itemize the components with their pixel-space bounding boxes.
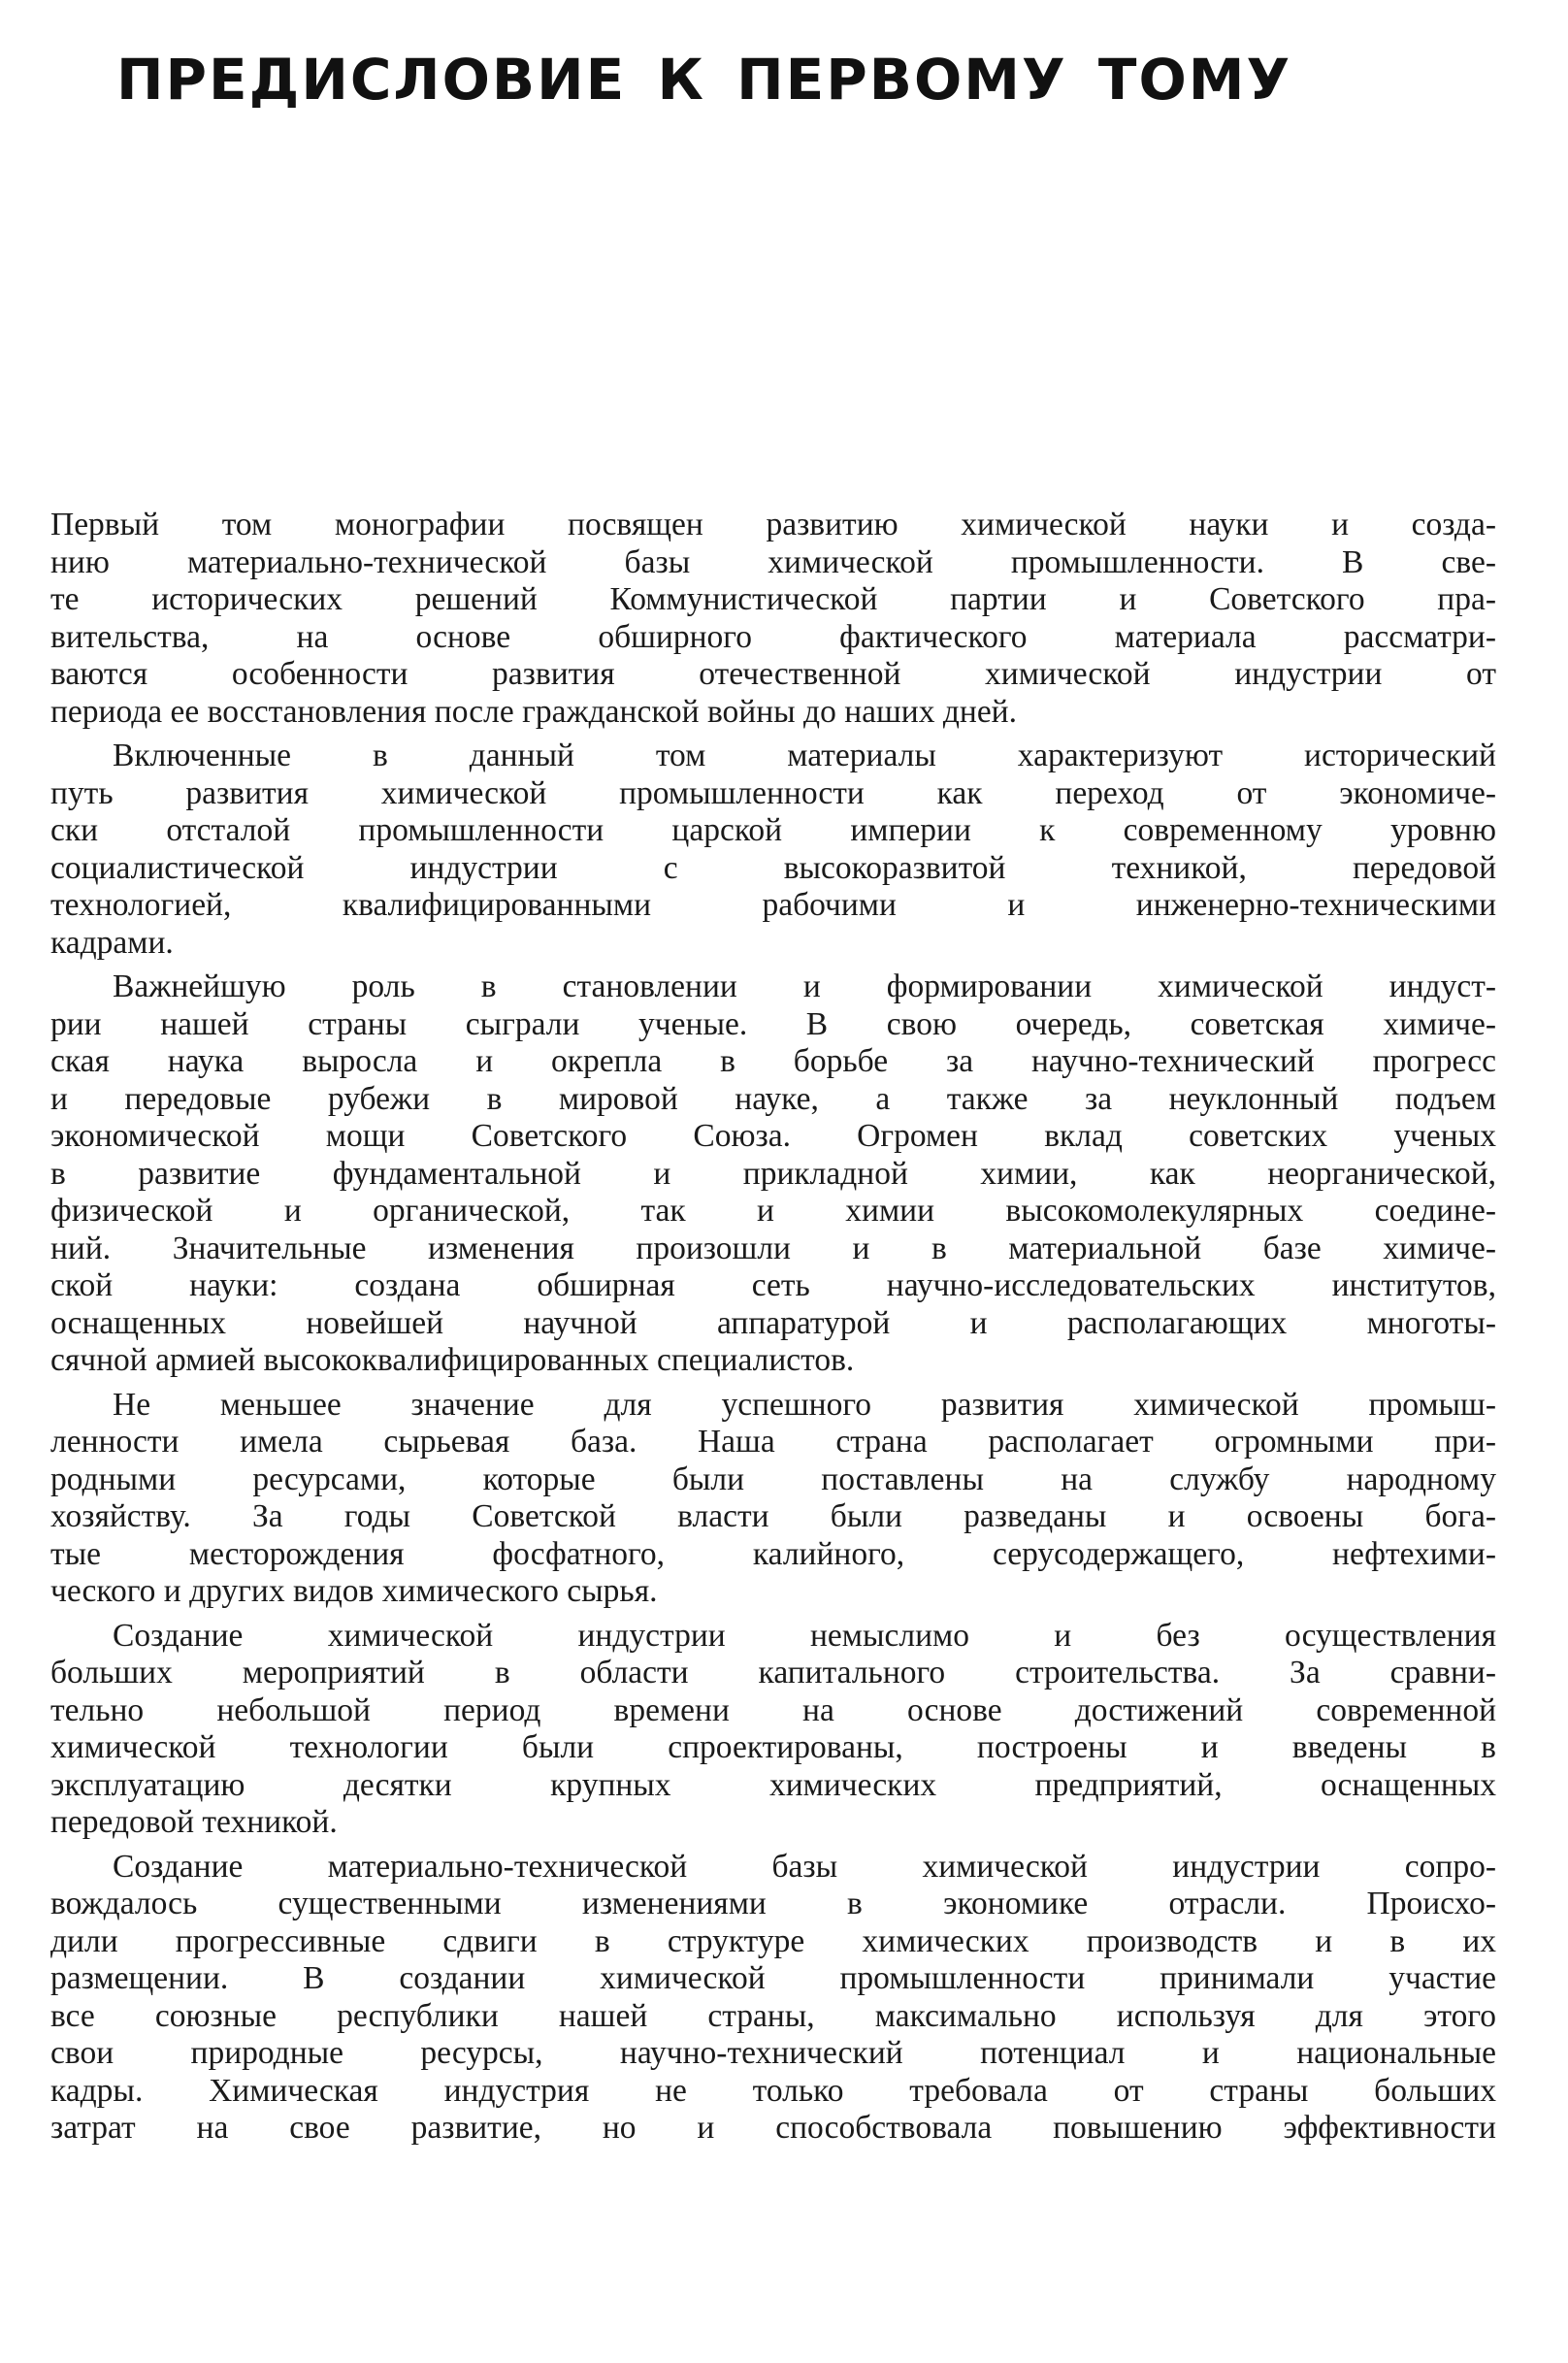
text-line: технологией, квалифицированными рабочими и инженерно-техническими xyxy=(50,887,1496,923)
paragraph xyxy=(50,1849,1496,2148)
text-line: рии нашей страны сыграли ученые. В свою очередь, советская химиче- xyxy=(50,1005,1496,1042)
text-line: Создание химической индустрии немыслимо и без осуществления xyxy=(113,1617,1496,1654)
paragraph xyxy=(50,507,1496,731)
page-title: ПРЕДИСЛОВИЕ К ПЕРВОМУ ТОМУ xyxy=(116,47,1292,113)
text-line: путь развития химической промышленности как переход от экономиче- xyxy=(50,774,1496,811)
body-text xyxy=(50,507,1496,2154)
text-line: физической и органической, так и химии высокомолекулярных соедине- xyxy=(50,1193,1496,1229)
text-line: оснащенных новейшей научной аппаратурой и располагающих многоты- xyxy=(50,1304,1496,1341)
text-line: кадры. Химическая индустрия не только требовала от страны больших xyxy=(50,2072,1496,2109)
text-line: ская наука выросла и окрепла в борьбе за научно-технический прогресс xyxy=(50,1043,1496,1079)
text-line: сячной армией высококвалифицированных специалистов. xyxy=(50,1342,855,1378)
text-line: передовой техникой. xyxy=(50,1804,338,1840)
text-line: Включенные в данный том материалы характеризуют исторический xyxy=(113,738,1496,773)
text-line: в развитие фундаментальной и прикладной химии, как неорганической, xyxy=(50,1155,1496,1192)
text-line: Первый том монографии посвящен развитию химической науки и созда- xyxy=(50,507,1496,542)
text-line: экономической мощи Советского Союза. Огромен вклад советских ученых xyxy=(50,1118,1496,1154)
text-line: Важнейшую роль в становлении и формировании химической индуст- xyxy=(113,968,1496,1004)
text-line: ской науки: создана обширная сеть научно-исследовательских институтов, xyxy=(50,1267,1496,1303)
paragraph xyxy=(50,968,1496,1380)
text-line: кадрами. xyxy=(50,924,174,961)
text-line: все союзные республики нашей страны, максимально используя для этого xyxy=(50,1997,1496,2034)
text-line: дили прогрессивные сдвиги в структуре химических производств и в их xyxy=(50,1922,1496,1959)
paragraph xyxy=(50,1618,1496,1842)
text-line: химической технологии были спроектированы, построены и введены в xyxy=(50,1729,1496,1765)
text-line: вождалось существенными изменениями в экономике отрасли. Происхо- xyxy=(50,1886,1496,1921)
text-line: размещении. В создании химической промышленности принимали участие xyxy=(50,1960,1496,1996)
text-line: хозяйству. За годы Советской власти были разведаны и освоены бога- xyxy=(50,1498,1496,1534)
text-line: ленности имела сырьевая база. Наша страна располагает огромными при- xyxy=(50,1424,1496,1460)
text-line: ний. Значительные изменения произошли и в материальной базе химиче- xyxy=(50,1230,1496,1266)
paragraph xyxy=(50,1387,1496,1611)
text-line: те исторических решений Коммунистической партии и Советского пра- xyxy=(50,581,1496,617)
text-line: и передовые рубежи в мировой науке, а также за неуклонный подъем xyxy=(50,1080,1496,1117)
text-line: свои природные ресурсы, научно-технический потенциал и национальные xyxy=(50,2035,1496,2071)
text-line: ваются особенности развития отечественной химической индустрии от xyxy=(50,656,1496,692)
text-line: тельно небольшой период времени на основе достижений современной xyxy=(50,1691,1496,1728)
text-line: родными ресурсами, которые были поставлены на службу народному xyxy=(50,1460,1496,1497)
text-line: вительства, на основе обширного фактического материала рассматри- xyxy=(50,618,1496,655)
text-line: тые месторождения фосфатного, калийного, серусодержащего, нефтехими- xyxy=(50,1535,1496,1572)
text-line: периода ее восстановления после гражданской войны до наших дней. xyxy=(50,693,1017,730)
text-line: эксплуатацию десятки крупных химических предприятий, оснащенных xyxy=(50,1766,1496,1803)
text-line: ческого и других видов химического сырья. xyxy=(50,1573,658,1609)
text-line: затрат на свое развитие, но и способствовала повышению эффективности xyxy=(50,2110,1496,2146)
text-line: больших мероприятий в области капитального строительства. За сравни- xyxy=(50,1655,1496,1690)
text-line: ски отсталой промышленности царской империи к современному уровню xyxy=(50,812,1496,848)
text-line: социалистической индустрии с высокоразвитой техникой, передовой xyxy=(50,849,1496,886)
text-line: Создание материально-технической базы химической индустрии сопро- xyxy=(113,1848,1496,1885)
paragraph xyxy=(50,738,1496,962)
text-line: нию материально-технической базы химической промышленности. В све- xyxy=(50,543,1496,580)
text-line: Не меньшее значение для успешного развития химической промыш- xyxy=(113,1386,1496,1423)
